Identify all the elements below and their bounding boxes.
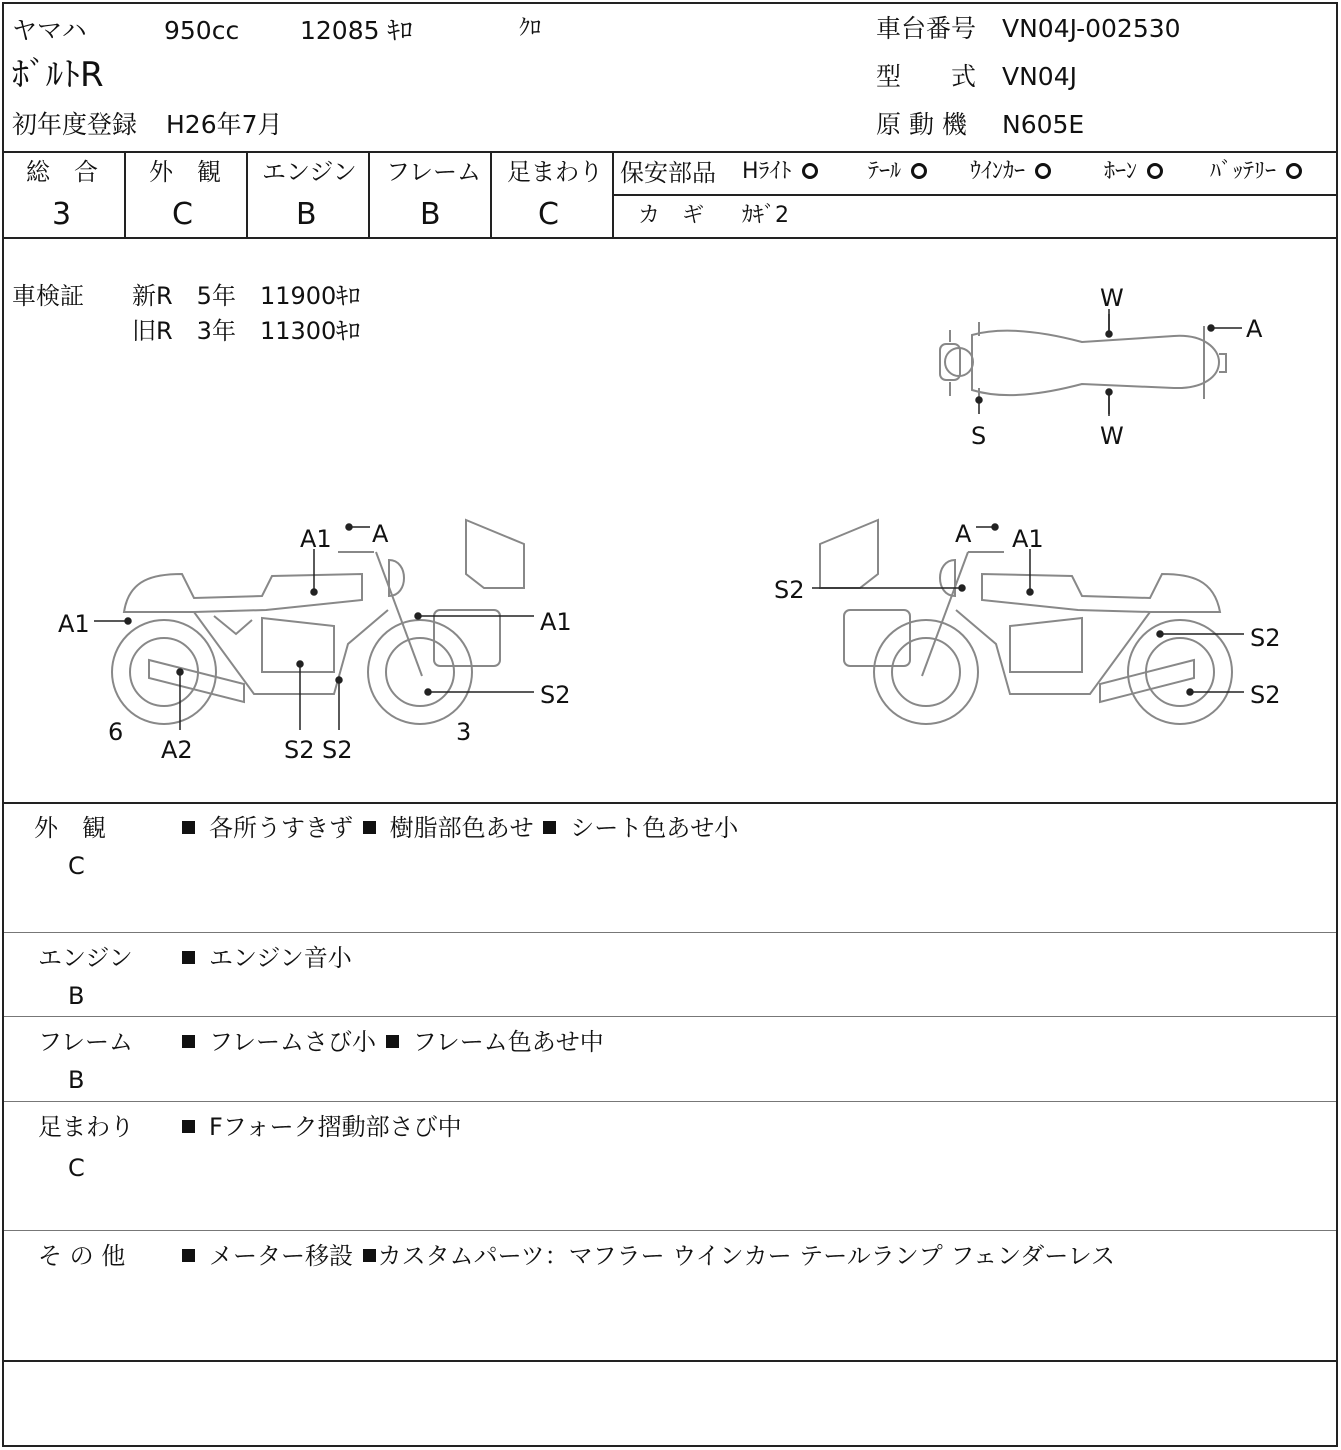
safety-item-name: ﾎｰﾝ: [1104, 159, 1138, 184]
frame-no-label: 車台番号: [876, 14, 977, 43]
bullet-square-icon: [363, 1249, 376, 1262]
label-left-6: 6: [108, 718, 124, 746]
divider: [4, 1230, 1336, 1231]
label-right-s2-mid: S2: [1250, 624, 1281, 652]
bullet-square-icon: [182, 1035, 195, 1048]
remark-label: そ の 他: [38, 1242, 126, 1270]
displacement: 950cc: [164, 16, 240, 45]
divider: [368, 151, 370, 237]
ok-circle-icon: [1035, 163, 1051, 179]
remark-items: [180, 946, 352, 970]
bullet-square-icon: [182, 821, 195, 834]
label-left-a1-front: A1: [540, 608, 572, 636]
divider: [246, 151, 248, 237]
score-label: 足まわり: [507, 158, 603, 186]
remark-label: フレーム: [38, 1028, 134, 1056]
remark-items: [180, 1244, 1115, 1268]
key-label: カ ギ: [638, 203, 705, 228]
bullet-square-icon: [363, 821, 376, 834]
model-name: ﾎﾞﾙﾄR: [12, 55, 104, 95]
bullet-square-icon: [386, 1035, 399, 1048]
label-top-w2: W: [1100, 422, 1124, 450]
first-registration-value: H26年7月: [166, 110, 283, 139]
remark-items: [180, 1030, 604, 1054]
engine-value: N605E: [1002, 110, 1085, 139]
divider: [4, 802, 1336, 804]
remark-grade: C: [68, 1154, 85, 1182]
remark-items: [180, 1115, 462, 1139]
safety-item-tail: [868, 161, 927, 183]
bullet-square-icon: [543, 821, 556, 834]
safety-item-name: ﾊﾞｯﾃﾘｰ: [1210, 159, 1277, 184]
remark-item: エンジン音小: [209, 944, 352, 972]
safety-item-name: Hﾗｲﾄ: [742, 159, 792, 184]
key-value: ｶｷﾞ2: [742, 203, 789, 228]
inspection-label: 車検証: [12, 282, 84, 310]
label-top-a: A: [1246, 315, 1263, 343]
remark-items: [180, 816, 738, 840]
frame-no-value: VN04J-002530: [1002, 14, 1181, 43]
label-left-s2-front: S2: [540, 681, 571, 709]
label-left-a1-top: A1: [300, 525, 332, 553]
remark-item: メーター移設: [209, 1242, 353, 1270]
damage-diagram: [4, 239, 1338, 804]
remark-grade: B: [68, 1066, 85, 1094]
score-value: B: [420, 197, 441, 232]
divider: [612, 194, 1336, 196]
score-label: 総 合: [26, 158, 98, 186]
mileage: 12085 ｷﾛ: [300, 16, 413, 45]
score-label: フレーム: [386, 158, 482, 186]
ok-circle-icon: [802, 163, 818, 179]
divider: [490, 151, 492, 237]
ok-circle-icon: [1286, 163, 1302, 179]
remark-item: フレーム色あせ中: [412, 1028, 604, 1056]
bullet-square-icon: [182, 951, 195, 964]
label-left-a-top: A: [372, 520, 389, 548]
score-value: C: [538, 197, 559, 232]
score-label: 外 観: [149, 158, 221, 186]
remark-item: 各所うすきず: [209, 814, 353, 842]
engine-label: 原 動 機: [876, 110, 967, 139]
bullet-square-icon: [182, 1249, 195, 1262]
inspection-old-row: 旧R 3年 11300ｷﾛ: [132, 317, 361, 345]
type-label: 型 式: [876, 62, 977, 91]
ok-circle-icon: [1147, 163, 1163, 179]
top-view-bike: [940, 314, 1226, 414]
label-top-w1: W: [1100, 284, 1124, 312]
label-left-a2: A2: [161, 736, 193, 764]
label-left-3: 3: [456, 718, 472, 746]
safety-item-name: ﾃｰﾙ: [868, 159, 902, 184]
remark-grade: C: [68, 852, 85, 880]
remark-item: 樹脂部色あせ: [389, 814, 534, 842]
maker: ヤマハ: [12, 16, 87, 45]
score-value: 3: [52, 197, 72, 232]
divider: [4, 1360, 1336, 1362]
remark-item: Fフォーク摺動部さび中: [209, 1113, 462, 1141]
label-left-a1-rear: A1: [58, 610, 90, 638]
ok-circle-icon: [911, 163, 927, 179]
remark-label: 外 観: [34, 814, 106, 842]
safety-item-winker: [970, 161, 1051, 183]
safety-item-headlight: [742, 161, 818, 183]
label-right-a1-top: A1: [1012, 525, 1044, 553]
safety-item-name: ｳｲﾝｶｰ: [970, 159, 1026, 184]
safety-item-horn: [1104, 161, 1163, 183]
remark-label: エンジン: [38, 944, 133, 972]
divider: [4, 1101, 1336, 1102]
score-value: B: [296, 197, 317, 232]
remark-item: シート色あせ小: [570, 814, 739, 842]
bullet-square-icon: [182, 1120, 195, 1133]
safety-label: 保安部品: [620, 159, 716, 187]
divider: [4, 151, 1336, 153]
remark-item: カスタムパーツ：マフラー ウインカー テールランプ フェンダーレス: [377, 1242, 1116, 1270]
label-right-s2-front: S2: [774, 576, 805, 604]
label-left-s2-a: S2: [284, 736, 315, 764]
label-left-s2-b: S2: [322, 736, 353, 764]
inspection-new-row: 新R 5年 11900ｷﾛ: [132, 282, 361, 310]
score-label: エンジン: [262, 158, 357, 186]
inspection-sheet: [2, 2, 1338, 1447]
divider: [4, 932, 1336, 933]
mileage-unit-alt: ｸﾛ: [519, 16, 542, 41]
label-right-s2-rear: S2: [1250, 681, 1281, 709]
divider: [124, 151, 126, 237]
score-value: C: [172, 197, 193, 232]
divider: [4, 1016, 1336, 1017]
first-registration-label: 初年度登録: [12, 110, 138, 139]
remark-item: フレームさび小: [209, 1028, 377, 1056]
label-right-a-top: A: [955, 520, 972, 548]
remark-label: 足まわり: [38, 1113, 134, 1141]
type-value: VN04J: [1002, 62, 1077, 91]
label-top-s: S: [971, 422, 987, 450]
remark-grade: B: [68, 982, 85, 1010]
safety-item-battery: [1210, 161, 1302, 183]
